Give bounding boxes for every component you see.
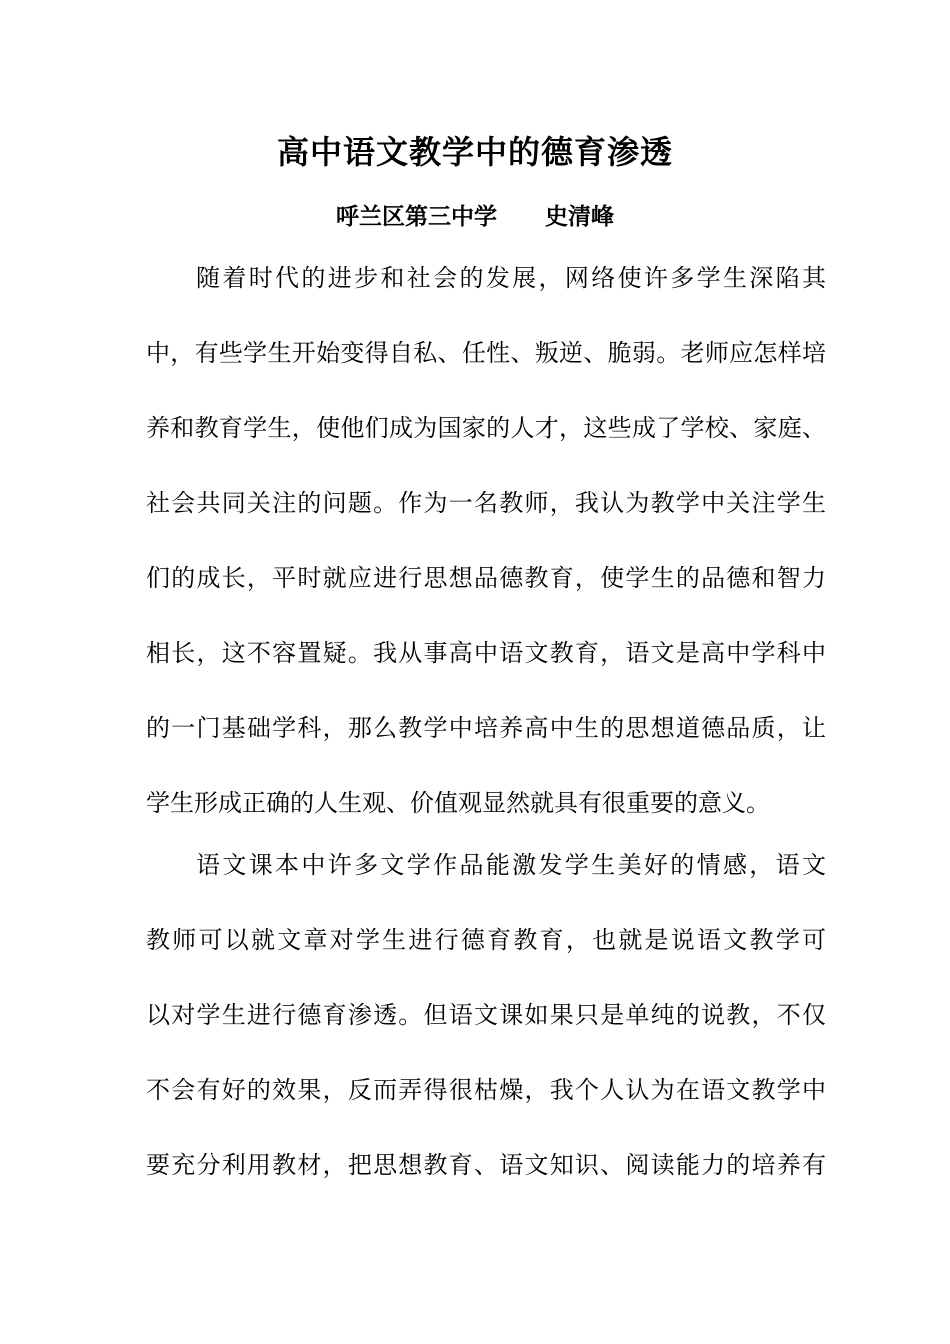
author-byline: 呼兰区第三中学 史清峰 <box>335 204 615 230</box>
paragraph-line: 的一门基础学科，那么教学中培养高中生的思想道德品质，让 <box>146 714 826 742</box>
paragraph-line: 养和教育学生，使他们成为国家的人才，这些成了学校、家庭、 <box>146 414 826 442</box>
paragraph-line: 教师可以就文章对学生进行德育教育，也就是说语文教学可 <box>146 926 826 954</box>
paragraph-line: 们的成长，平时就应进行思想品德教育，使学生的品德和智力 <box>146 564 826 592</box>
paragraph-line: 相长，这不容置疑。我从事高中语文教育，语文是高中学科中 <box>146 639 826 667</box>
document-title: 高中语文教学中的德育渗透 <box>276 133 673 171</box>
paragraph-line: 要充分利用教材，把思想教育、语文知识、阅读能力的培养有 <box>146 1151 826 1179</box>
paragraph-line: 中，有些学生开始变得自私、任性、叛逆、脆弱。老师应怎样培 <box>146 339 826 367</box>
paragraph-line: 社会共同关注的问题。作为一名教师，我认为教学中关注学生 <box>146 489 826 517</box>
paragraph-line: 以对学生进行德育渗透。但语文课如果只是单纯的说教，不仅 <box>146 1001 826 1029</box>
paragraph-line: 随着时代的进步和社会的发展，网络使许多学生深陷其 <box>196 264 826 292</box>
paragraph-line: 不会有好的效果，反而弄得很枯燥，我个人认为在语文教学中 <box>146 1076 826 1104</box>
paragraph-line: 学生形成正确的人生观、价值观显然就具有很重要的意义。 <box>146 789 770 817</box>
paragraph-line: 语文课本中许多文学作品能激发学生美好的情感，语文 <box>196 851 826 879</box>
